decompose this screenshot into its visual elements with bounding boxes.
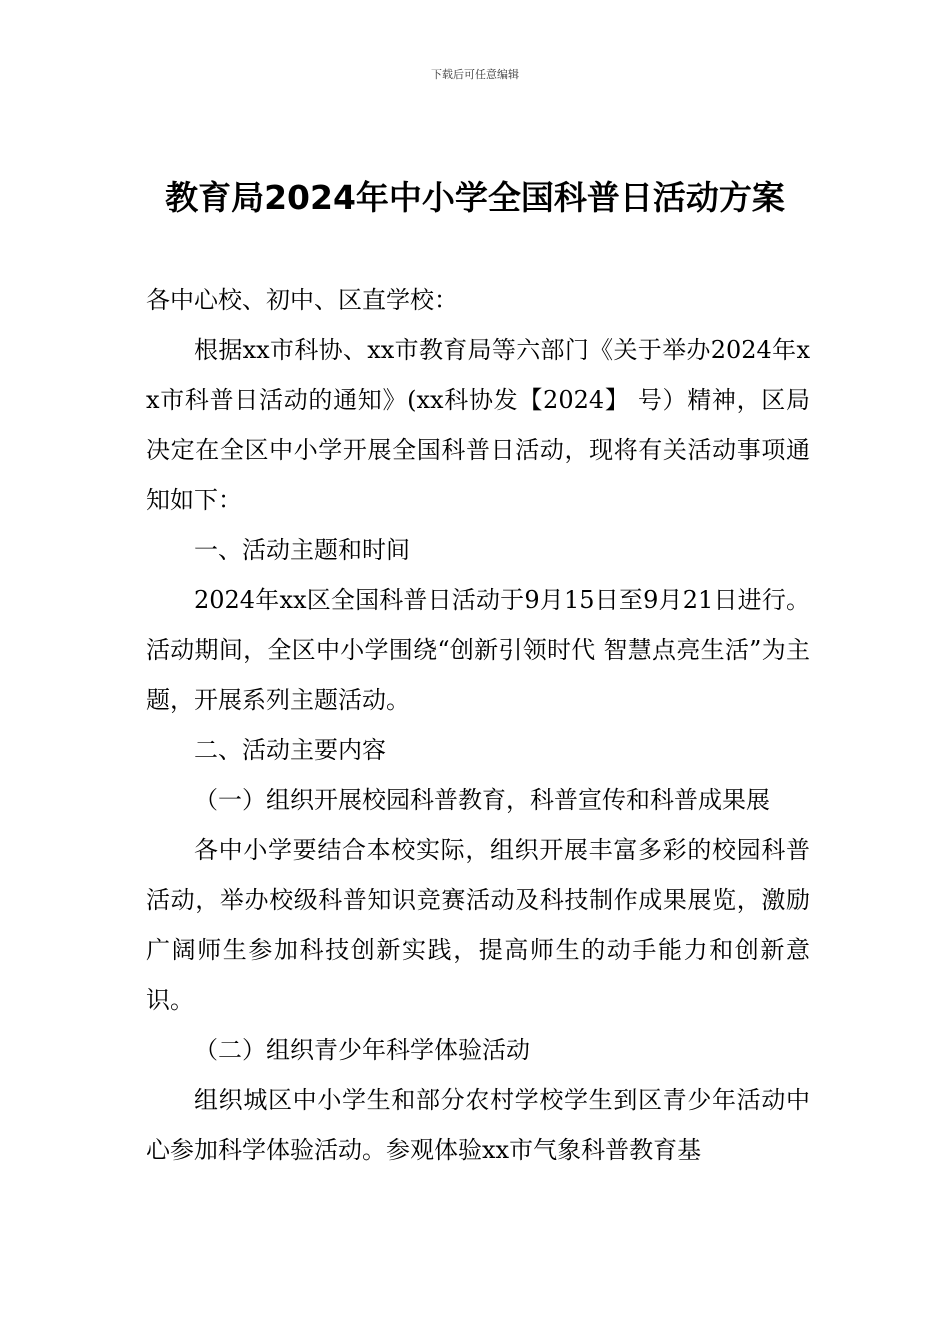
paragraph-experience: 组织城区中小学生和部分农村学校学生到区青少年活动中心参加科学体验活动。参观体验xx市气象科普教育基 xyxy=(146,1086,810,1164)
section-heading-1: 一、活动主题和时间 xyxy=(194,536,410,564)
subsection-heading-2: （二）组织青少年科学体验活动 xyxy=(194,1036,530,1064)
paragraph-intro: 根据xx市科协、xx市教育局等六部门《关于举办2024年xx市科普日活动的通知》(xx科协发【2024】 号）精神，区局决定在全区中小学开展全国科普日活动，现将有关活动事项通知如下： xyxy=(146,336,810,514)
section-heading-2: 二、活动主要内容 xyxy=(194,736,386,764)
document-title: 教育局2024年中小学全国科普日活动方案 xyxy=(165,178,785,217)
salutation: 各中心校、初中、区直学校： xyxy=(146,286,458,314)
document-body xyxy=(146,275,810,1175)
paragraph-time: 2024年xx区全国科普日活动于9月15日至9月21日进行。活动期间，全区中小学围绕“创新引领时代 智慧点亮生活”为主题，开展系列主题活动。 xyxy=(146,586,810,714)
paragraph-campus: 各中小学要结合本校实际，组织开展丰富多彩的校园科普活动，举办校级科普知识竞赛活动及科技制作成果展览，激励广阔师生参加科技创新实践，提高师生的动手能力和创新意识。 xyxy=(146,836,810,1014)
header-note: 下载后可任意编辑 xyxy=(431,68,519,81)
subsection-heading-1: （一）组织开展校园科普教育，科普宣传和科普成果展 xyxy=(194,786,770,814)
